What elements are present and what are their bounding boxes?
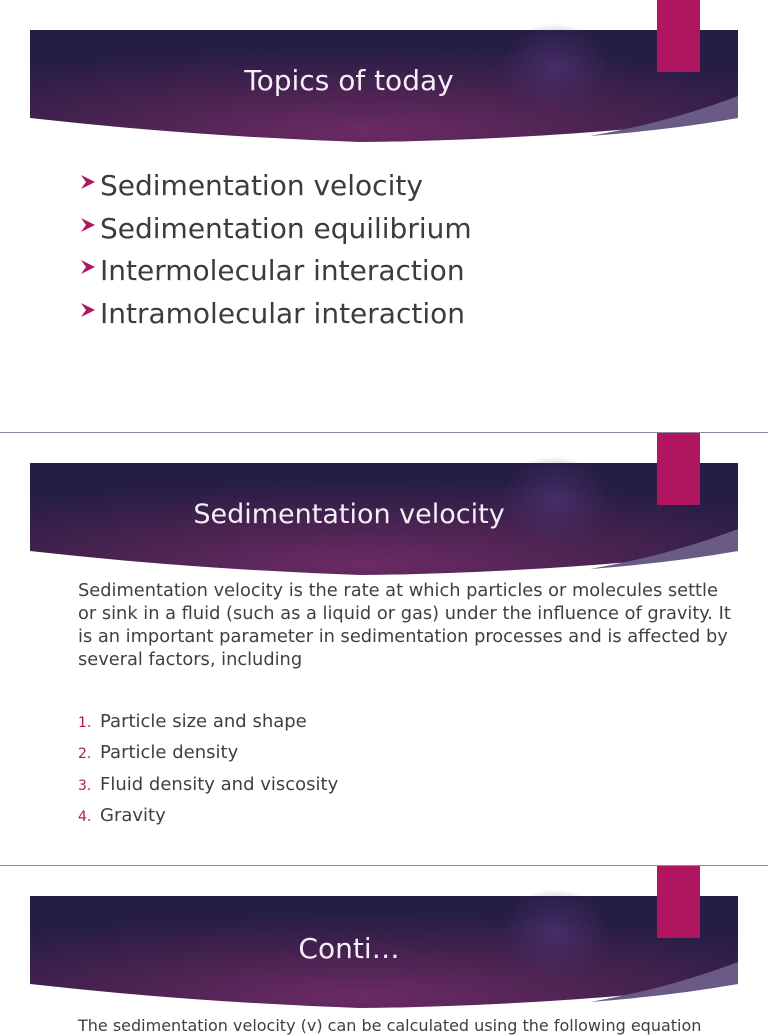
- list-item: [78, 804, 338, 835]
- factor-text: Particle size and shape: [100, 711, 307, 732]
- definition-paragraph: Sedimentation velocity is the rate at which particles or molecules settle or sink in a fluid (such as a liquid or gas) under the influence of gravity. It is an important parameter in sedimentation processes and is affected by several factors, including: [78, 580, 731, 670]
- slide-sedimentation-velocity: [0, 433, 768, 865]
- list-item: [78, 773, 338, 804]
- list-number: 1.: [78, 715, 92, 731]
- list-number: 4.: [78, 808, 92, 825]
- bullet-text: Sedimentation equilibrium: [100, 211, 472, 245]
- list-item: [78, 741, 338, 772]
- arrow-bullet-icon: [80, 259, 96, 275]
- arrow-bullet-icon: [80, 217, 96, 233]
- accent-tab: [657, 433, 700, 505]
- slide-topics: [0, 0, 768, 432]
- list-item: [78, 208, 472, 251]
- list-item: [78, 250, 472, 293]
- accent-tab: [657, 866, 700, 938]
- arrow-bullet-icon: [80, 302, 96, 318]
- slide-title: Sedimentation velocity: [193, 499, 505, 530]
- bullet-text: Intramolecular interaction: [100, 297, 465, 331]
- bullet-text: Intermolecular interaction: [100, 254, 465, 288]
- equation-intro-text: The sedimentation velocity (v) can be calculated using the following equation: [78, 1016, 702, 1035]
- list-item: [78, 165, 472, 208]
- list-item: [78, 293, 472, 336]
- slide-continued: [0, 866, 768, 1035]
- topics-list: [78, 165, 472, 336]
- factors-list: [78, 710, 338, 835]
- slide-title: Conti…: [298, 932, 400, 965]
- factor-text: Gravity: [100, 804, 166, 826]
- factor-text: Fluid density and viscosity: [100, 773, 339, 795]
- list-number: 2.: [78, 746, 92, 763]
- factor-text: Particle density: [100, 742, 239, 764]
- slide-title: Topics of today: [244, 64, 454, 97]
- accent-tab: [657, 0, 700, 72]
- bullet-text: Sedimentation velocity: [100, 169, 423, 202]
- list-item: [78, 710, 338, 741]
- list-number: 3.: [78, 777, 92, 794]
- arrow-bullet-icon: [80, 174, 96, 190]
